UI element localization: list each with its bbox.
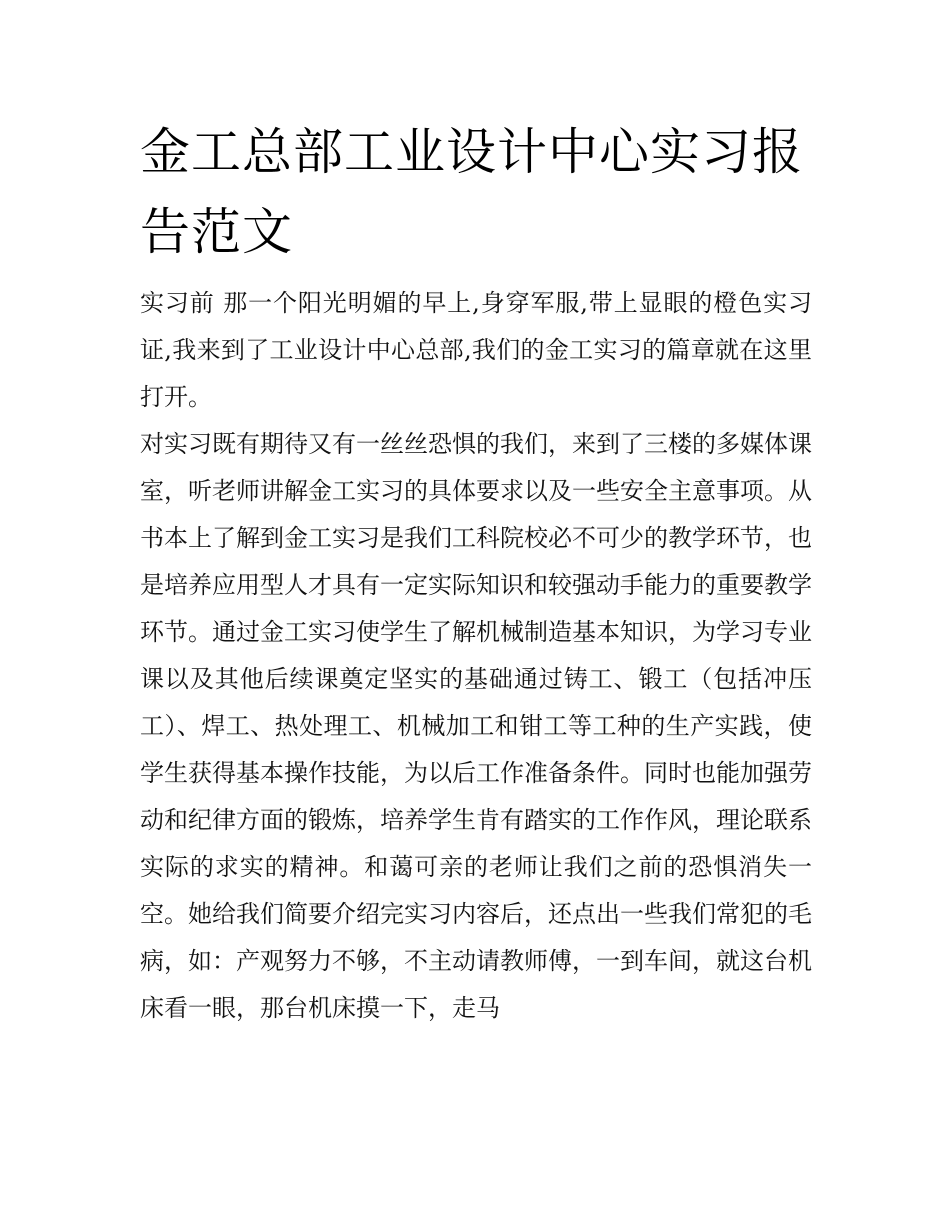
paragraph-intro: 实习前 那一个阳光明媚的早上,身穿军服,带上显眼的橙色实习证,我来到了工业设计中心总部,我们的金工实习的篇章就在这里打开。 (140, 289, 812, 411)
paragraph-main: 对实习既有期待又有一丝丝恐惧的我们，来到了三楼的多媒体课室，听老师讲解金工实习的具体要求以及一些安全主意事项。从书本上了解到金工实习是我们工科院校必不可少的教学环节，也是培养应用型人才具有一定实际知识和较强动手能力的重要教学环节。通过金工实习使学生了解机械制造基本知识，为学习专业课以及其他后续课奠定坚实的基础通过铸工、锻工（包括冲压工）、焊工、热处理工、机械加工和钳工等工种的生产实践，使学生获得基本操作技能，为以后工作准备条件。同时也能加强劳动和纪律方面的锻炼，培养学生肯有踏实的工作作风，理论联系实际的求实的精神。和蔼可亲的老师让我们之前的恐惧消失一空。她给我们简要介绍完实习内容后，还点出一些我们常犯的毛病，如：产观努力不够，不主动请教师傅，一到车间，就这台机床看一眼，那台机床摸一下，走马 (140, 430, 812, 1022)
document-title: 金工总部工业设计中心实习报告范文 (140, 123, 803, 261)
document-body (140, 280, 812, 1032)
